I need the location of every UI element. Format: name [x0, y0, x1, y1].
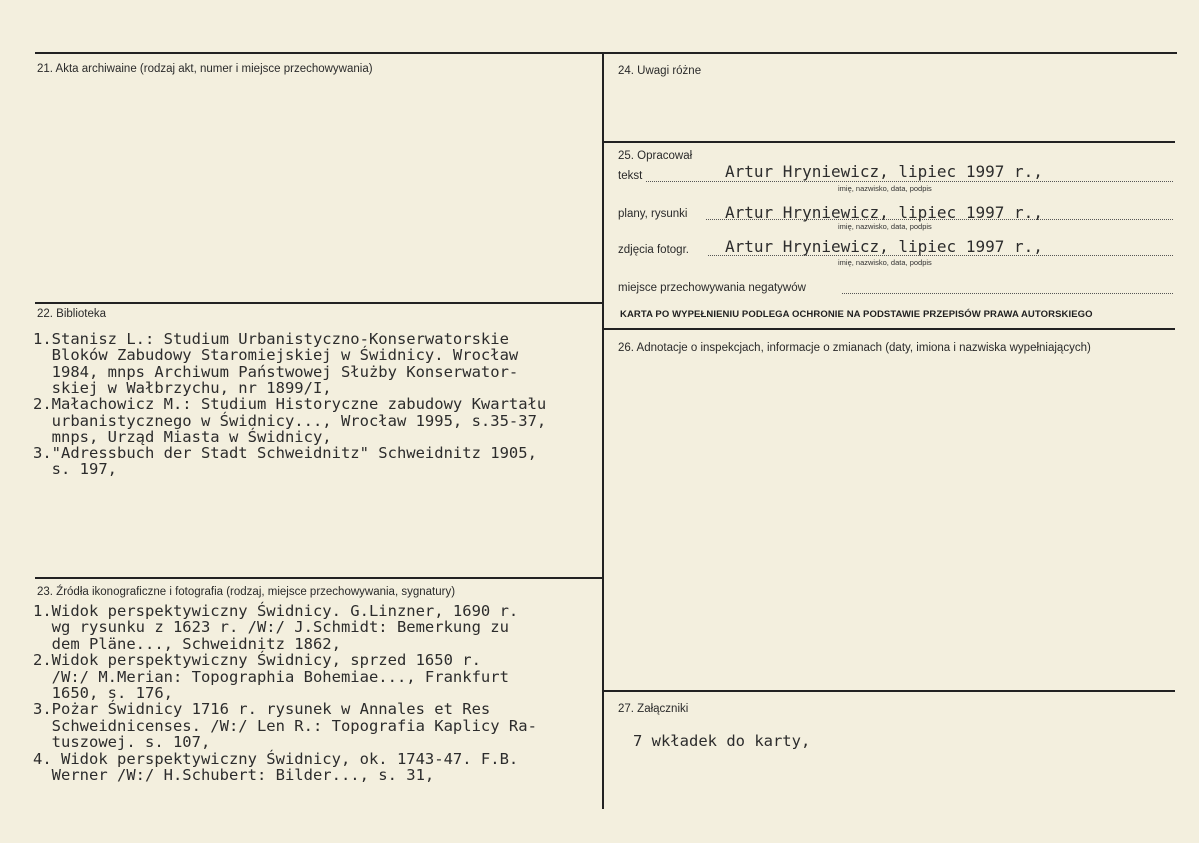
- typed-line: /W:/ M.Merian: Topographia Bohemiae..., Frankfurt: [33, 667, 509, 686]
- row-photos-label: zdjęcia fotogr.: [618, 244, 689, 256]
- divider-26-27: [602, 690, 1175, 692]
- section-26-label: 26. Adnotacje o inspekcjach, informacje o zmianach (daty, imiona i nazwiska wypełniających): [618, 342, 1091, 354]
- copyright-note: KARTA PO WYPEŁNIENIU PODLEGA OCHRONIE NA PODSTAWIE PRZEPISÓW PRAWA AUTORSKIEGO: [620, 309, 1093, 320]
- row-text-value: Artur Hryniewicz, lipiec 1997 r.,: [725, 162, 1043, 181]
- row-text-dots: [646, 181, 1173, 182]
- center-divider: [602, 52, 604, 809]
- typed-line: Bloków Zabudowy Staromiejskiej w Świdnicy. Wrocław: [33, 346, 519, 365]
- section-22-label: 22. Biblioteka: [37, 308, 107, 320]
- divider-25-26: [602, 328, 1175, 330]
- attachments-value: 7 wkładek do karty,: [633, 732, 811, 750]
- typed-line: Werner /W:/ H.Schubert: Bilder..., s. 31,: [33, 766, 435, 784]
- section-23-label: 23. Źródła ikonograficzne i fotografia (rodzaj, miejsce przechowywania, sygnatury): [37, 586, 456, 598]
- typed-line: wg rysunku z 1623 r. /W:/ J.Schmidt: Bemerkung zu: [33, 618, 509, 637]
- row-plans-value: Artur Hryniewicz, lipiec 1997 r.,: [725, 203, 1043, 222]
- typed-line: 2.Małachowicz M.: Studium Historyczne zabudowy Kwartału: [33, 395, 547, 414]
- typed-line: 1.Stanisz L.: Studium Urbanistyczno-Konserwatorskie: [33, 330, 509, 348]
- section-27-label: 27. Załączniki: [618, 703, 689, 715]
- row-text-caption: imię, nazwisko, data, podpis: [838, 184, 932, 193]
- typed-line: 1984, mnps Archiwum Państwowej Służby Konserwator-: [33, 362, 519, 381]
- section-25-label: 25. Opracował: [618, 150, 693, 162]
- section-21-label: 21. Akta archiwaine (rodzaj akt, numer i miejsce przechowywania): [37, 63, 373, 75]
- row-text-label: tekst: [618, 170, 643, 182]
- row-plans-label: plany, rysunki: [618, 208, 688, 220]
- divider-22-23: [35, 577, 603, 579]
- divider-24-25: [602, 141, 1175, 143]
- section-24-label: 24. Uwagi różne: [618, 65, 702, 77]
- typed-line: 3."Adressbuch der Stadt Schweidnitz" Schweidnitz 1905,: [33, 444, 537, 463]
- typed-line: 1650, s. 176,: [33, 684, 173, 702]
- typed-line: dem Pläne..., Schweidnitz 1862,: [33, 634, 341, 653]
- typed-line: 2.Widok perspektywiczny Świdnicy, sprzed 1650 r.: [33, 651, 481, 670]
- negatives-dots: [842, 293, 1173, 294]
- top-border: [35, 52, 1177, 54]
- row-plans-caption: imię, nazwisko, data, podpis: [838, 222, 932, 231]
- typed-line: 4. Widok perspektywiczny Świdnicy, ok. 1743-47. F.B.: [33, 749, 519, 768]
- typed-line: mnps, Urząd Miasta w Świdnicy,: [33, 427, 332, 446]
- row-photos-value: Artur Hryniewicz, lipiec 1997 r.,: [725, 237, 1043, 256]
- typed-line: skiej w Wałbrzychu, nr 1899/I,: [33, 378, 332, 397]
- typed-line: s. 197,: [33, 460, 117, 479]
- typed-line: 1.Widok perspektywiczny Świdnicy. G.Linzner, 1690 r.: [33, 602, 519, 620]
- row-photos-caption: imię, nazwisko, data, podpis: [838, 258, 932, 267]
- typed-line: Schweidnicenses. /W:/ Len R.: Topografia Kaplicy Ra-: [33, 716, 537, 735]
- typed-line: tuszowej. s. 107,: [33, 733, 211, 752]
- typed-line: 3.Pożar Świdnicy 1716 r. rysunek w Annales et Res: [33, 700, 491, 719]
- divider-21-22: [35, 302, 603, 304]
- typed-line: urbanistycznego w Świdnicy..., Wrocław 1995, s.35-37,: [33, 411, 547, 430]
- negatives-label: miejsce przechowywania negatywów: [618, 282, 806, 294]
